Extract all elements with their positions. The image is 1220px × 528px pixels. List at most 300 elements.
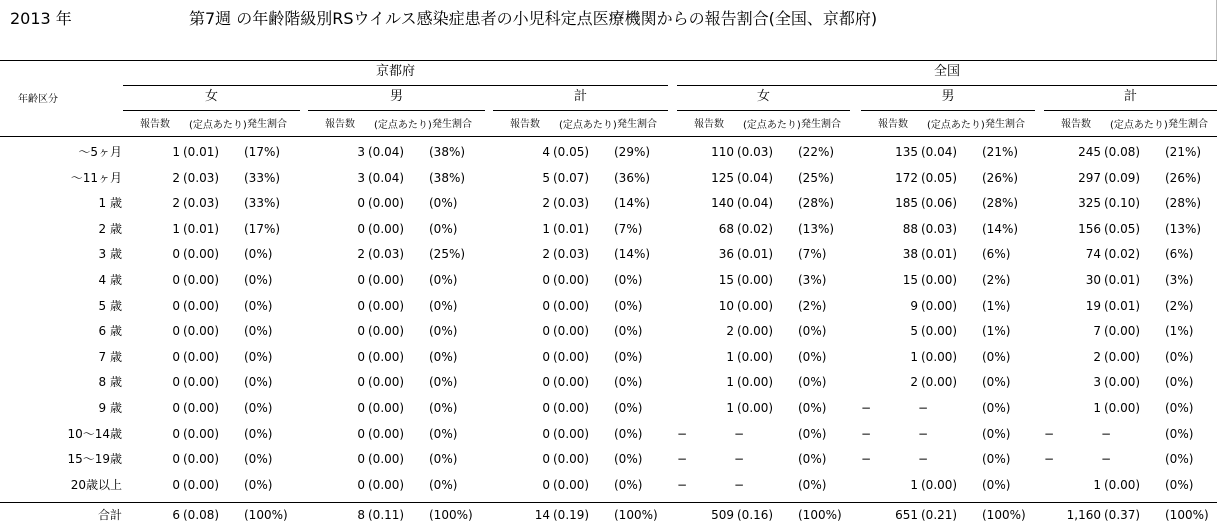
ratio-cell: (0%) (429, 196, 458, 211)
per-sentinel-cell: (0.04) (737, 196, 774, 211)
ratio-cell: (0%) (982, 426, 1011, 441)
count-cell: 1 (172, 221, 180, 236)
ratio-cell: (0%) (798, 401, 827, 415)
ratio-cell: (0%) (429, 375, 458, 390)
age-cell: 6 歳 (98, 324, 122, 339)
ratio-cell: (26%) (982, 170, 1019, 185)
ratio-cell: (0%) (982, 452, 1011, 467)
count-cell: 1,160 (1066, 508, 1101, 522)
ratio-cell: (100%) (429, 508, 473, 522)
count-cell: 68 (718, 221, 734, 236)
per-sentinel-cell: (0.00) (553, 477, 590, 492)
ratio-cell: (100%) (982, 508, 1026, 522)
per-sentinel-cell: (0.03) (553, 247, 590, 262)
ratio-cell: (28%) (798, 196, 835, 211)
ratio-cell: (0%) (244, 426, 273, 441)
count-cell: 88 (902, 221, 918, 236)
ratio-cell: (0%) (1165, 452, 1194, 467)
ratio-cell: (0%) (244, 298, 273, 313)
per-sentinel-cell: (0.00) (183, 477, 220, 492)
per-sentinel-cell: (0.00) (921, 349, 958, 364)
ratio-cell: (0%) (244, 452, 273, 467)
count-cell: 0 (542, 324, 550, 339)
count-cell: 1 (1093, 401, 1101, 415)
count-cell: 2 (172, 196, 180, 211)
per-sentinel-cell: (0.04) (737, 170, 774, 185)
age-cell: 20歳以上 (70, 477, 122, 492)
ratio-cell: (6%) (982, 247, 1011, 262)
count-cell: 1 (726, 375, 734, 390)
per-sentinel-cell: (0.37) (1104, 508, 1141, 522)
count-cell: 1 (726, 401, 734, 415)
sub-header-per-sentinel: (定点あたり) (927, 120, 985, 131)
per-sentinel-cell: (0.05) (553, 145, 590, 159)
ratio-cell: (33%) (244, 170, 281, 185)
ratio-cell: (100%) (1165, 508, 1209, 522)
count-cell: 2 (1093, 349, 1101, 364)
sub-rule-2 (308, 110, 485, 111)
count-cell: 5 (910, 324, 918, 339)
count-cell: 2 (910, 375, 918, 390)
sub-header-count: 報告数 (878, 119, 908, 130)
ratio-cell: (14%) (614, 196, 651, 211)
sub-rule-5 (861, 110, 1035, 111)
per-sentinel-cell: (0.01) (1104, 298, 1141, 313)
count-cell: 0 (542, 452, 550, 467)
per-sentinel-cell: − (734, 477, 745, 492)
per-sentinel-cell: (0.00) (183, 426, 220, 441)
count-cell: 3 (357, 170, 365, 185)
count-cell: 1 (1093, 477, 1101, 492)
sub-header-ratio: 発生割合 (432, 119, 472, 130)
per-sentinel-cell: (0.00) (1104, 349, 1141, 364)
ratio-cell: (3%) (1165, 273, 1194, 287)
count-cell: 6 (172, 508, 180, 522)
ratio-cell: (21%) (1165, 145, 1202, 159)
region-header-national: 全国 (933, 64, 960, 79)
per-sentinel-cell: (0.01) (1104, 273, 1141, 287)
count-cell: − (1044, 426, 1055, 441)
ratio-cell: (0%) (1165, 375, 1194, 390)
age-cell: 4 歳 (98, 273, 122, 287)
count-cell: 1 (726, 349, 734, 364)
ratio-cell: (13%) (798, 221, 835, 236)
count-cell: 15 (902, 273, 918, 287)
count-cell: 1 (910, 349, 918, 364)
count-cell: 2 (542, 247, 550, 262)
sub-header-ratio: 発生割合 (801, 119, 841, 130)
ratio-cell: (17%) (244, 221, 281, 236)
ratio-cell: (0%) (1165, 349, 1194, 364)
per-sentinel-cell: (0.00) (368, 273, 405, 287)
ratio-cell: (7%) (798, 247, 827, 262)
count-cell: 3 (1093, 375, 1101, 390)
ratio-cell: (0%) (1165, 401, 1194, 415)
ratio-cell: (0%) (429, 452, 458, 467)
per-sentinel-cell: (0.03) (553, 196, 590, 211)
per-sentinel-cell: − (1101, 452, 1112, 467)
sub-header-count: 報告数 (140, 119, 170, 130)
count-cell: 135 (895, 145, 918, 159)
ratio-cell: (0%) (798, 477, 827, 492)
count-cell: 19 (1085, 298, 1101, 313)
per-sentinel-cell: (0.00) (553, 273, 590, 287)
per-sentinel-cell: (0.00) (183, 375, 220, 390)
sex-header-5: 男 (941, 89, 955, 104)
ratio-cell: (28%) (982, 196, 1019, 211)
per-sentinel-cell: (0.02) (1104, 247, 1141, 262)
ratio-cell: (0%) (429, 273, 458, 287)
ratio-cell: (0%) (429, 221, 458, 236)
per-sentinel-cell: (0.00) (368, 349, 405, 364)
count-cell: 0 (357, 221, 365, 236)
per-sentinel-cell: (0.00) (553, 298, 590, 313)
count-cell: 0 (172, 298, 180, 313)
per-sentinel-cell: (0.00) (183, 401, 220, 415)
per-sentinel-cell: (0.03) (368, 247, 405, 262)
ratio-cell: (25%) (798, 170, 835, 185)
per-sentinel-cell: (0.04) (921, 145, 958, 159)
per-sentinel-cell: (0.00) (368, 298, 405, 313)
ratio-cell: (1%) (1165, 324, 1194, 339)
count-cell: 9 (910, 298, 918, 313)
ratio-cell: (0%) (429, 349, 458, 364)
sex-header-3: 計 (573, 89, 587, 104)
per-sentinel-cell: (0.00) (368, 221, 405, 236)
ratio-cell: (28%) (1165, 196, 1202, 211)
per-sentinel-cell: (0.00) (553, 401, 590, 415)
count-cell: 0 (357, 349, 365, 364)
year-label: 2013 年 (10, 9, 72, 28)
ratio-cell: (0%) (798, 426, 827, 441)
per-sentinel-cell: (0.16) (737, 508, 774, 522)
ratio-cell: (13%) (1165, 221, 1202, 236)
count-cell: 14 (534, 508, 550, 522)
top-rule (0, 60, 1217, 61)
ratio-cell: (0%) (614, 273, 643, 287)
ratio-cell: (100%) (614, 508, 658, 522)
ratio-cell: (0%) (614, 477, 643, 492)
per-sentinel-cell: (0.21) (921, 508, 958, 522)
sex-header-4: 女 (756, 89, 770, 104)
per-sentinel-cell: (0.00) (553, 324, 590, 339)
count-cell: 0 (172, 375, 180, 390)
count-cell: 36 (718, 247, 734, 262)
ratio-cell: (6%) (1165, 247, 1194, 262)
sub-rule-1 (123, 110, 300, 111)
count-cell: 1 (172, 145, 180, 159)
per-sentinel-cell: (0.00) (921, 298, 958, 313)
ratio-cell: (0%) (798, 349, 827, 364)
ratio-cell: (36%) (614, 170, 651, 185)
per-sentinel-cell: (0.00) (368, 452, 405, 467)
count-cell: 0 (542, 349, 550, 364)
sub-header-ratio: 発生割合 (985, 119, 1025, 130)
count-cell: − (861, 426, 872, 441)
count-cell: 3 (357, 145, 365, 159)
per-sentinel-cell: (0.00) (368, 375, 405, 390)
ratio-cell: (38%) (429, 145, 466, 159)
per-sentinel-cell: (0.00) (1104, 477, 1141, 492)
count-cell: 1 (910, 477, 918, 492)
sub-header-per-sentinel: (定点あたり) (374, 120, 432, 131)
sub-header-per-sentinel: (定点あたり) (559, 120, 617, 131)
ratio-cell: (0%) (429, 401, 458, 415)
per-sentinel-cell: (0.07) (553, 170, 590, 185)
per-sentinel-cell: (0.05) (921, 170, 958, 185)
ratio-cell: (3%) (798, 273, 827, 287)
ratio-cell: (0%) (982, 401, 1011, 415)
per-sentinel-cell: (0.04) (368, 170, 405, 185)
per-sentinel-cell: (0.01) (921, 247, 958, 262)
count-cell: 1 (542, 221, 550, 236)
count-cell: − (677, 426, 688, 441)
per-sentinel-cell: (0.00) (737, 298, 774, 313)
count-cell: 30 (1085, 273, 1101, 287)
age-cell: 〜5ヶ月 (78, 145, 122, 159)
per-sentinel-cell: (0.00) (183, 452, 220, 467)
per-sentinel-cell: − (734, 452, 745, 467)
count-cell: 0 (172, 324, 180, 339)
age-cell: 2 歳 (98, 221, 122, 236)
ratio-cell: (14%) (614, 247, 651, 262)
ratio-cell: (0%) (614, 401, 643, 415)
per-sentinel-cell: − (918, 401, 929, 415)
sex-header-6: 計 (1123, 89, 1137, 104)
age-cell: 7 歳 (98, 349, 122, 364)
ratio-cell: (21%) (982, 145, 1019, 159)
sub-rule-6 (1044, 110, 1217, 111)
ratio-cell: (0%) (244, 375, 273, 390)
ratio-cell: (0%) (982, 375, 1011, 390)
count-cell: 0 (172, 452, 180, 467)
ratio-cell: (0%) (244, 247, 273, 262)
ratio-cell: (0%) (429, 324, 458, 339)
count-cell: 172 (895, 170, 918, 185)
count-cell: 2 (357, 247, 365, 262)
ratio-cell: (0%) (429, 298, 458, 313)
count-cell: 140 (711, 196, 734, 211)
age-cell: 15〜19歳 (67, 452, 122, 467)
ratio-cell: (0%) (614, 452, 643, 467)
age-cell: 9 歳 (98, 401, 122, 415)
count-cell: 15 (718, 273, 734, 287)
sex-header-2: 男 (389, 89, 403, 104)
per-sentinel-cell: (0.00) (183, 324, 220, 339)
count-cell: 0 (542, 401, 550, 415)
per-sentinel-cell: (0.00) (553, 349, 590, 364)
per-sentinel-cell: (0.00) (921, 477, 958, 492)
per-sentinel-cell: − (734, 426, 745, 441)
ratio-cell: (0%) (614, 375, 643, 390)
ratio-cell: (0%) (614, 349, 643, 364)
region-header-kyoto: 京都府 (375, 64, 415, 79)
count-cell: 0 (357, 273, 365, 287)
count-cell: − (677, 452, 688, 467)
count-cell: 8 (357, 508, 365, 522)
count-cell: 0 (357, 426, 365, 441)
sub-header-ratio: 発生割合 (247, 119, 287, 130)
count-cell: 2 (172, 170, 180, 185)
sex-header-1: 女 (204, 89, 218, 104)
per-sentinel-cell: (0.00) (737, 401, 774, 415)
per-sentinel-cell: (0.03) (183, 170, 220, 185)
count-cell: 0 (357, 452, 365, 467)
count-cell: 0 (357, 401, 365, 415)
count-cell: 651 (895, 508, 918, 522)
count-cell: 0 (172, 247, 180, 262)
count-cell: 325 (1078, 196, 1101, 211)
count-cell: 0 (357, 298, 365, 313)
per-sentinel-cell: (0.01) (183, 221, 220, 236)
per-sentinel-cell: (0.00) (921, 273, 958, 287)
ratio-cell: (14%) (982, 221, 1019, 236)
ratio-cell: (100%) (244, 508, 288, 522)
count-cell: 38 (902, 247, 918, 262)
count-cell: 0 (542, 298, 550, 313)
per-sentinel-cell: (0.00) (737, 273, 774, 287)
ratio-cell: (25%) (429, 247, 466, 262)
ratio-cell: (0%) (1165, 477, 1194, 492)
ratio-cell: (0%) (429, 426, 458, 441)
per-sentinel-cell: (0.01) (737, 247, 774, 262)
ratio-cell: (1%) (982, 298, 1011, 313)
per-sentinel-cell: (0.00) (1104, 324, 1141, 339)
per-sentinel-cell: (0.00) (368, 196, 405, 211)
count-cell: 0 (172, 477, 180, 492)
per-sentinel-cell: (0.00) (737, 375, 774, 390)
count-cell: 0 (172, 401, 180, 415)
age-cell: 3 歳 (98, 247, 122, 262)
ratio-cell: (1%) (982, 324, 1011, 339)
count-cell: 110 (711, 145, 734, 159)
per-sentinel-cell: (0.01) (183, 145, 220, 159)
per-sentinel-cell: (0.00) (368, 477, 405, 492)
sub-header-per-sentinel: (定点あたり) (189, 120, 247, 131)
ratio-cell: (0%) (244, 477, 273, 492)
count-cell: − (861, 401, 872, 415)
kyoto-sex-rule-1 (123, 85, 668, 86)
ratio-cell: (0%) (982, 349, 1011, 364)
ratio-cell: (26%) (1165, 170, 1202, 185)
ratio-cell: (0%) (798, 324, 827, 339)
per-sentinel-cell: (0.03) (921, 221, 958, 236)
count-cell: 245 (1078, 145, 1101, 159)
count-cell: 0 (542, 273, 550, 287)
per-sentinel-cell: (0.11) (368, 508, 405, 522)
ratio-cell: (2%) (1165, 298, 1194, 313)
ratio-cell: (17%) (244, 145, 281, 159)
per-sentinel-cell: (0.00) (921, 375, 958, 390)
per-sentinel-cell: (0.02) (737, 221, 774, 236)
sub-rule-3 (493, 110, 668, 111)
count-cell: 0 (357, 477, 365, 492)
ratio-cell: (0%) (244, 349, 273, 364)
per-sentinel-cell: (0.08) (1104, 145, 1141, 159)
count-cell: 0 (172, 273, 180, 287)
ratio-cell: (0%) (614, 324, 643, 339)
per-sentinel-cell: (0.08) (183, 508, 220, 522)
ratio-cell: (0%) (798, 375, 827, 390)
per-sentinel-cell: (0.00) (553, 426, 590, 441)
per-sentinel-cell: (0.06) (921, 196, 958, 211)
ratio-cell: (38%) (429, 170, 466, 185)
count-cell: − (861, 452, 872, 467)
count-cell: 0 (357, 375, 365, 390)
per-sentinel-cell: − (918, 426, 929, 441)
sub-header-count: 報告数 (1061, 119, 1091, 130)
per-sentinel-cell: (0.01) (553, 221, 590, 236)
per-sentinel-cell: (0.00) (183, 298, 220, 313)
per-sentinel-cell: (0.00) (737, 349, 774, 364)
ratio-cell: (7%) (614, 221, 643, 236)
per-sentinel-cell: (0.00) (368, 324, 405, 339)
per-sentinel-cell: (0.00) (368, 401, 405, 415)
per-sentinel-cell: (0.00) (1104, 401, 1141, 415)
sub-rule-4 (677, 110, 850, 111)
ratio-cell: (2%) (798, 298, 827, 313)
count-cell: 0 (542, 375, 550, 390)
count-cell: 0 (357, 196, 365, 211)
ratio-cell: (0%) (982, 477, 1011, 492)
count-cell: 7 (1093, 324, 1101, 339)
ratio-cell: (22%) (798, 145, 835, 159)
ratio-cell: (29%) (614, 145, 651, 159)
ratio-cell: (0%) (244, 273, 273, 287)
count-cell: 297 (1078, 170, 1101, 185)
age-cell: 1 歳 (98, 196, 122, 211)
age-cell: 〜11ヶ月 (70, 170, 122, 185)
age-cell: 5 歳 (98, 298, 122, 313)
age-cell: 10〜14歳 (67, 426, 122, 441)
age-cell: 合計 (97, 508, 122, 522)
ratio-cell: (0%) (614, 426, 643, 441)
ratio-cell: (0%) (244, 401, 273, 415)
ratio-cell: (100%) (798, 508, 842, 522)
count-cell: 74 (1085, 247, 1101, 262)
age-column-header: 年齢区分 (18, 94, 58, 105)
per-sentinel-cell: (0.00) (553, 452, 590, 467)
count-cell: 4 (542, 145, 550, 159)
sub-header-count: 報告数 (694, 119, 724, 130)
count-cell: 125 (711, 170, 734, 185)
per-sentinel-cell: (0.00) (1104, 375, 1141, 390)
per-sentinel-cell: (0.03) (737, 145, 774, 159)
per-sentinel-cell: − (918, 452, 929, 467)
sub-header-ratio: 発生割合 (617, 119, 657, 130)
ratio-cell: (33%) (244, 196, 281, 211)
sub-header-per-sentinel: (定点あたり) (1110, 120, 1168, 131)
ratio-cell: (0%) (429, 477, 458, 492)
page-title: 第7週 の年齢階級別RSウイルス感染症患者の小児科定点医療機関からの報告割合(全国、京都府) (189, 9, 878, 28)
count-cell: 0 (172, 349, 180, 364)
ratio-cell: (0%) (244, 324, 273, 339)
count-cell: 0 (542, 426, 550, 441)
count-cell: 2 (726, 324, 734, 339)
header-bottom-rule (0, 136, 1217, 137)
sub-header-count: 報告数 (510, 119, 540, 130)
per-sentinel-cell: (0.00) (183, 247, 220, 262)
count-cell: − (1044, 452, 1055, 467)
sub-header-count: 報告数 (325, 119, 355, 130)
per-sentinel-cell: (0.10) (1104, 196, 1141, 211)
per-sentinel-cell: (0.00) (368, 426, 405, 441)
count-cell: 156 (1078, 221, 1101, 236)
age-cell: 8 歳 (98, 375, 122, 390)
ratio-cell: (2%) (982, 273, 1011, 287)
count-cell: 509 (711, 508, 734, 522)
sub-header-per-sentinel: (定点あたり) (743, 120, 801, 131)
